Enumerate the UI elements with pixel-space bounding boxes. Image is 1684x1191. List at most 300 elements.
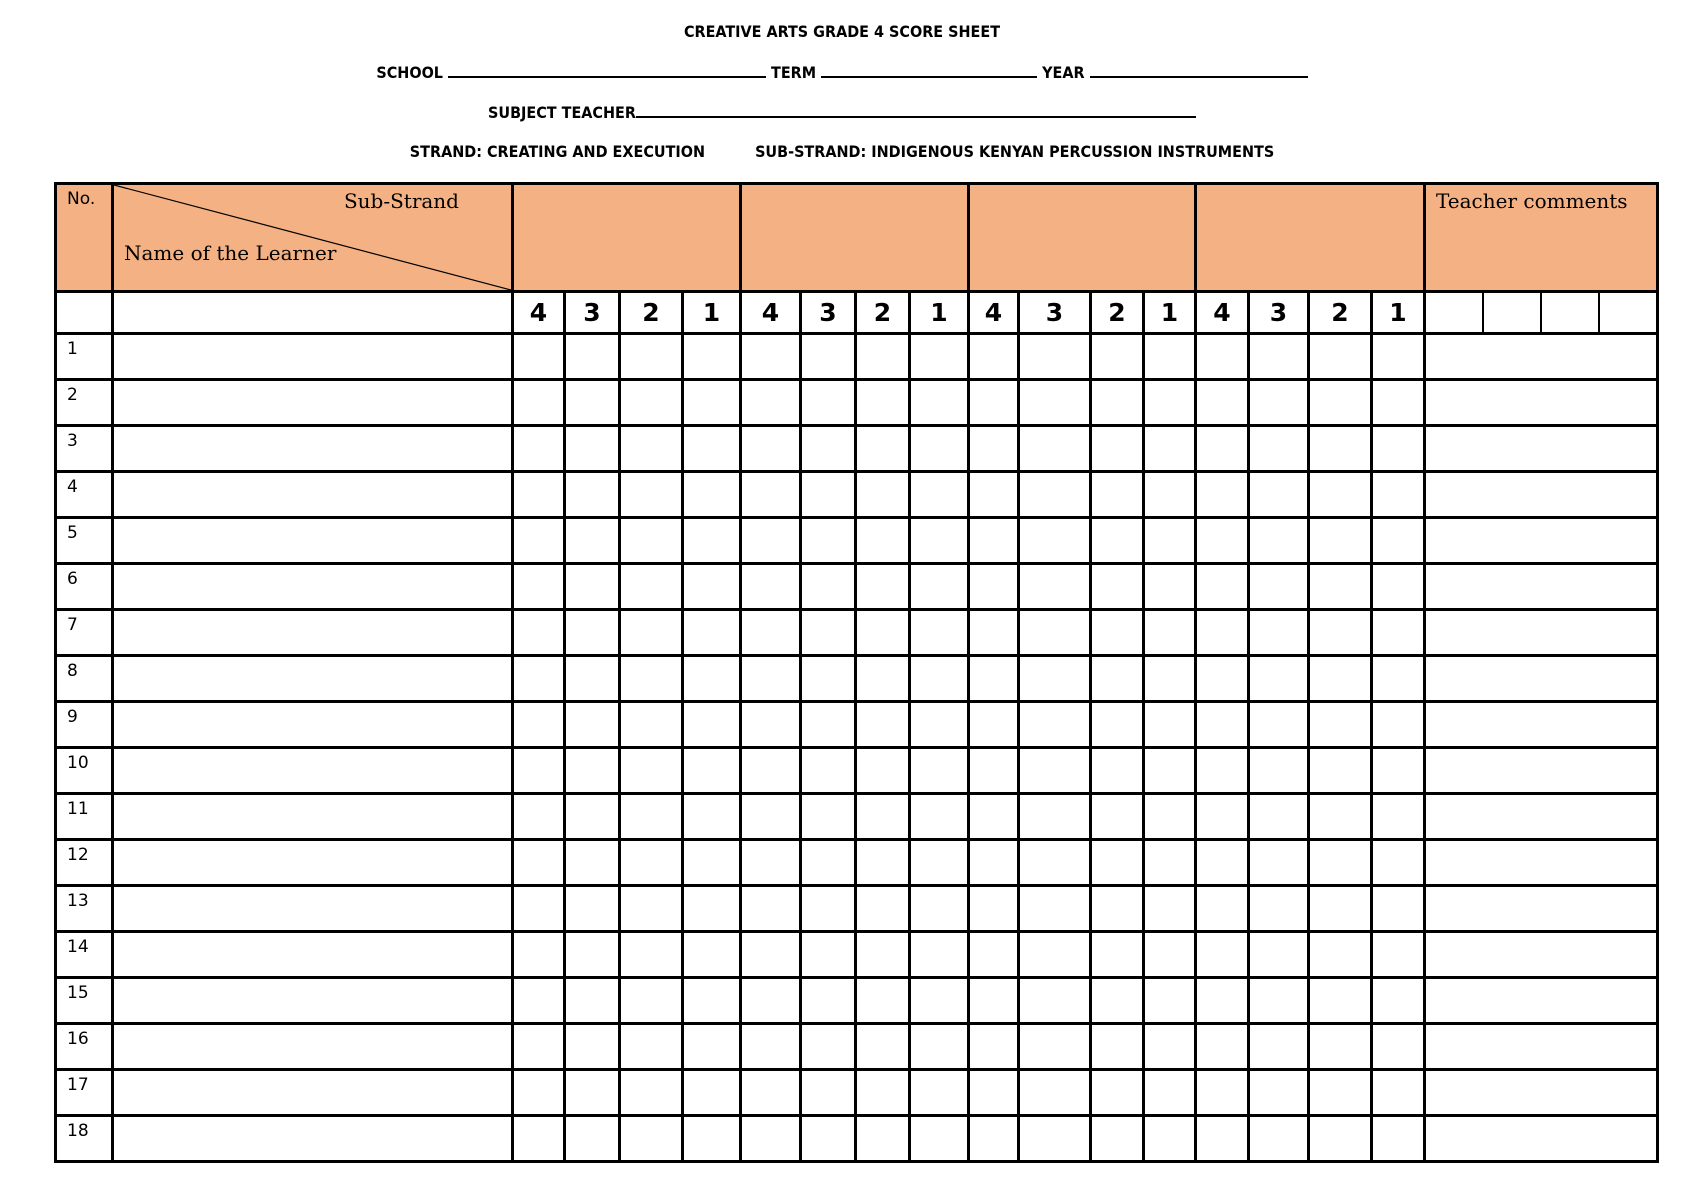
score-cell[interactable]	[801, 518, 856, 564]
score-cell[interactable]	[856, 518, 910, 564]
score-cell[interactable]	[683, 656, 741, 702]
score-cell[interactable]	[1019, 426, 1091, 472]
score-cell[interactable]	[565, 702, 620, 748]
score-cell[interactable]	[910, 978, 969, 1024]
score-cell[interactable]	[683, 748, 741, 794]
score-cell[interactable]	[1019, 472, 1091, 518]
score-cell[interactable]	[1372, 978, 1425, 1024]
score-cell[interactable]	[1144, 656, 1196, 702]
teacher-comment-cell[interactable]	[1425, 702, 1658, 748]
learner-name-cell[interactable]	[113, 518, 513, 564]
score-cell[interactable]	[1372, 932, 1425, 978]
score-cell[interactable]	[513, 1024, 565, 1070]
score-cell[interactable]	[513, 426, 565, 472]
score-cell[interactable]	[1019, 1070, 1091, 1116]
score-cell[interactable]	[801, 702, 856, 748]
learner-name-cell[interactable]	[113, 1116, 513, 1162]
score-cell[interactable]	[1091, 610, 1144, 656]
score-cell[interactable]	[969, 886, 1019, 932]
score-cell[interactable]	[1196, 702, 1249, 748]
score-cell[interactable]	[801, 426, 856, 472]
score-cell[interactable]	[1196, 380, 1249, 426]
score-cell[interactable]	[683, 334, 741, 380]
score-cell[interactable]	[1309, 518, 1372, 564]
score-cell[interactable]	[856, 702, 910, 748]
score-cell[interactable]	[565, 656, 620, 702]
school-field[interactable]	[448, 62, 766, 78]
score-cell[interactable]	[1196, 932, 1249, 978]
score-cell[interactable]	[741, 702, 801, 748]
learner-name-cell[interactable]	[113, 886, 513, 932]
score-cell[interactable]	[565, 886, 620, 932]
learner-name-cell[interactable]	[113, 334, 513, 380]
score-cell[interactable]	[910, 564, 969, 610]
score-cell[interactable]	[801, 564, 856, 610]
score-cell[interactable]	[1019, 1024, 1091, 1070]
score-cell[interactable]	[1372, 702, 1425, 748]
score-cell[interactable]	[565, 334, 620, 380]
score-cell[interactable]	[1196, 748, 1249, 794]
score-cell[interactable]	[1019, 656, 1091, 702]
score-cell[interactable]	[969, 656, 1019, 702]
score-cell[interactable]	[1309, 426, 1372, 472]
teacher-comment-cell[interactable]	[1425, 564, 1658, 610]
score-cell[interactable]	[1091, 334, 1144, 380]
teacher-comment-cell[interactable]	[1425, 518, 1658, 564]
score-cell[interactable]	[741, 564, 801, 610]
score-cell[interactable]	[620, 978, 683, 1024]
teacher-comment-cell[interactable]	[1425, 472, 1658, 518]
score-cell[interactable]	[856, 1070, 910, 1116]
score-cell[interactable]	[513, 840, 565, 886]
score-cell[interactable]	[565, 978, 620, 1024]
score-cell[interactable]	[513, 380, 565, 426]
score-cell[interactable]	[801, 380, 856, 426]
score-cell[interactable]	[1249, 472, 1309, 518]
score-cell[interactable]	[910, 334, 969, 380]
teacher-comment-cell[interactable]	[1425, 1116, 1658, 1162]
learner-name-cell[interactable]	[113, 610, 513, 656]
learner-name-cell[interactable]	[113, 1024, 513, 1070]
learner-name-cell[interactable]	[113, 472, 513, 518]
score-cell[interactable]	[1372, 610, 1425, 656]
score-cell[interactable]	[620, 1024, 683, 1070]
score-cell[interactable]	[1019, 748, 1091, 794]
score-cell[interactable]	[1091, 656, 1144, 702]
score-cell[interactable]	[1372, 886, 1425, 932]
score-cell[interactable]	[741, 1070, 801, 1116]
score-cell[interactable]	[1249, 1070, 1309, 1116]
score-cell[interactable]	[1372, 564, 1425, 610]
score-cell[interactable]	[513, 564, 565, 610]
score-cell[interactable]	[741, 334, 801, 380]
score-cell[interactable]	[620, 748, 683, 794]
score-cell[interactable]	[683, 978, 741, 1024]
score-cell[interactable]	[741, 472, 801, 518]
score-cell[interactable]	[565, 426, 620, 472]
score-cell[interactable]	[1144, 1070, 1196, 1116]
score-cell[interactable]	[856, 380, 910, 426]
score-cell[interactable]	[969, 334, 1019, 380]
score-cell[interactable]	[513, 932, 565, 978]
score-cell[interactable]	[1309, 1024, 1372, 1070]
score-cell[interactable]	[1372, 426, 1425, 472]
score-cell[interactable]	[801, 886, 856, 932]
score-cell[interactable]	[969, 380, 1019, 426]
score-cell[interactable]	[856, 932, 910, 978]
score-cell[interactable]	[1249, 1024, 1309, 1070]
score-cell[interactable]	[1019, 886, 1091, 932]
score-cell[interactable]	[1144, 840, 1196, 886]
score-cell[interactable]	[741, 794, 801, 840]
score-cell[interactable]	[620, 380, 683, 426]
score-cell[interactable]	[856, 1116, 910, 1162]
score-cell[interactable]	[1309, 978, 1372, 1024]
learner-name-cell[interactable]	[113, 840, 513, 886]
score-cell[interactable]	[1196, 518, 1249, 564]
score-cell[interactable]	[1019, 978, 1091, 1024]
score-cell[interactable]	[910, 656, 969, 702]
score-cell[interactable]	[513, 334, 565, 380]
score-cell[interactable]	[620, 472, 683, 518]
score-cell[interactable]	[683, 794, 741, 840]
score-cell[interactable]	[1091, 794, 1144, 840]
score-cell[interactable]	[513, 1116, 565, 1162]
score-cell[interactable]	[1196, 886, 1249, 932]
score-cell[interactable]	[801, 472, 856, 518]
score-cell[interactable]	[1309, 656, 1372, 702]
score-cell[interactable]	[1249, 748, 1309, 794]
score-cell[interactable]	[856, 748, 910, 794]
score-cell[interactable]	[1309, 380, 1372, 426]
teacher-comment-cell[interactable]	[1425, 886, 1658, 932]
teacher-comment-cell[interactable]	[1425, 656, 1658, 702]
score-cell[interactable]	[1091, 932, 1144, 978]
score-cell[interactable]	[910, 702, 969, 748]
teacher-comment-cell[interactable]	[1425, 748, 1658, 794]
score-cell[interactable]	[1091, 702, 1144, 748]
score-cell[interactable]	[856, 886, 910, 932]
score-cell[interactable]	[1144, 472, 1196, 518]
term-field[interactable]	[821, 62, 1037, 78]
learner-name-cell[interactable]	[113, 702, 513, 748]
score-cell[interactable]	[1019, 610, 1091, 656]
score-cell[interactable]	[565, 610, 620, 656]
score-cell[interactable]	[683, 380, 741, 426]
score-cell[interactable]	[565, 932, 620, 978]
score-cell[interactable]	[683, 610, 741, 656]
score-cell[interactable]	[969, 610, 1019, 656]
score-cell[interactable]	[1249, 794, 1309, 840]
score-cell[interactable]	[1144, 702, 1196, 748]
score-cell[interactable]	[1309, 748, 1372, 794]
score-cell[interactable]	[1144, 564, 1196, 610]
score-cell[interactable]	[1019, 1116, 1091, 1162]
score-cell[interactable]	[1249, 978, 1309, 1024]
year-field[interactable]	[1090, 62, 1308, 78]
score-cell[interactable]	[1196, 794, 1249, 840]
score-cell[interactable]	[969, 702, 1019, 748]
score-cell[interactable]	[565, 380, 620, 426]
score-cell[interactable]	[801, 1116, 856, 1162]
score-cell[interactable]	[565, 1116, 620, 1162]
score-cell[interactable]	[969, 1116, 1019, 1162]
score-cell[interactable]	[801, 334, 856, 380]
score-cell[interactable]	[741, 518, 801, 564]
score-cell[interactable]	[1372, 1116, 1425, 1162]
score-cell[interactable]	[856, 426, 910, 472]
score-cell[interactable]	[513, 978, 565, 1024]
score-cell[interactable]	[969, 426, 1019, 472]
learner-name-cell[interactable]	[113, 932, 513, 978]
score-cell[interactable]	[565, 840, 620, 886]
learner-name-cell[interactable]	[113, 426, 513, 472]
score-cell[interactable]	[741, 932, 801, 978]
score-cell[interactable]	[620, 564, 683, 610]
score-cell[interactable]	[1196, 472, 1249, 518]
teacher-comment-cell[interactable]	[1425, 610, 1658, 656]
score-cell[interactable]	[1144, 1116, 1196, 1162]
learner-name-cell[interactable]	[113, 748, 513, 794]
score-cell[interactable]	[620, 610, 683, 656]
score-cell[interactable]	[741, 886, 801, 932]
score-cell[interactable]	[683, 702, 741, 748]
score-cell[interactable]	[1309, 794, 1372, 840]
score-cell[interactable]	[1196, 656, 1249, 702]
teacher-comment-cell[interactable]	[1425, 334, 1658, 380]
score-cell[interactable]	[1144, 886, 1196, 932]
learner-name-cell[interactable]	[113, 564, 513, 610]
score-cell[interactable]	[1309, 932, 1372, 978]
score-cell[interactable]	[741, 978, 801, 1024]
subject-teacher-field[interactable]	[636, 102, 1196, 118]
score-cell[interactable]	[620, 334, 683, 380]
score-cell[interactable]	[1249, 656, 1309, 702]
score-cell[interactable]	[620, 932, 683, 978]
learner-name-cell[interactable]	[113, 794, 513, 840]
score-cell[interactable]	[1309, 1116, 1372, 1162]
score-cell[interactable]	[1372, 794, 1425, 840]
score-cell[interactable]	[1091, 380, 1144, 426]
score-cell[interactable]	[1309, 564, 1372, 610]
score-cell[interactable]	[1249, 702, 1309, 748]
score-cell[interactable]	[1144, 610, 1196, 656]
substrand-block-3[interactable]	[969, 184, 1196, 292]
score-cell[interactable]	[969, 932, 1019, 978]
score-cell[interactable]	[1249, 1116, 1309, 1162]
score-cell[interactable]	[1249, 334, 1309, 380]
score-cell[interactable]	[1196, 426, 1249, 472]
teacher-comment-cell[interactable]	[1425, 840, 1658, 886]
substrand-block-2[interactable]	[741, 184, 969, 292]
score-cell[interactable]	[1019, 840, 1091, 886]
score-cell[interactable]	[1091, 472, 1144, 518]
teacher-comment-cell[interactable]	[1425, 1024, 1658, 1070]
learner-name-cell[interactable]	[113, 380, 513, 426]
score-cell[interactable]	[1309, 610, 1372, 656]
score-cell[interactable]	[910, 840, 969, 886]
score-cell[interactable]	[1309, 702, 1372, 748]
score-cell[interactable]	[513, 794, 565, 840]
score-cell[interactable]	[1144, 518, 1196, 564]
score-cell[interactable]	[1144, 380, 1196, 426]
score-cell[interactable]	[856, 794, 910, 840]
score-cell[interactable]	[1019, 702, 1091, 748]
score-cell[interactable]	[565, 472, 620, 518]
score-cell[interactable]	[620, 886, 683, 932]
score-cell[interactable]	[1091, 1070, 1144, 1116]
score-cell[interactable]	[565, 1070, 620, 1116]
score-cell[interactable]	[513, 1070, 565, 1116]
score-cell[interactable]	[1249, 426, 1309, 472]
score-cell[interactable]	[910, 1024, 969, 1070]
score-cell[interactable]	[741, 1024, 801, 1070]
score-cell[interactable]	[856, 840, 910, 886]
score-cell[interactable]	[741, 748, 801, 794]
score-cell[interactable]	[1196, 564, 1249, 610]
score-cell[interactable]	[1249, 886, 1309, 932]
score-cell[interactable]	[620, 702, 683, 748]
score-cell[interactable]	[1249, 932, 1309, 978]
score-cell[interactable]	[683, 1024, 741, 1070]
learner-name-cell[interactable]	[113, 978, 513, 1024]
score-cell[interactable]	[1091, 886, 1144, 932]
score-cell[interactable]	[969, 978, 1019, 1024]
score-cell[interactable]	[741, 380, 801, 426]
learner-name-cell[interactable]	[113, 656, 513, 702]
score-cell[interactable]	[801, 748, 856, 794]
score-cell[interactable]	[1249, 518, 1309, 564]
score-cell[interactable]	[1144, 794, 1196, 840]
score-cell[interactable]	[910, 1116, 969, 1162]
score-cell[interactable]	[1196, 840, 1249, 886]
score-cell[interactable]	[1196, 1116, 1249, 1162]
score-cell[interactable]	[1196, 610, 1249, 656]
score-cell[interactable]	[1372, 380, 1425, 426]
score-cell[interactable]	[1144, 748, 1196, 794]
score-cell[interactable]	[969, 518, 1019, 564]
score-cell[interactable]	[683, 426, 741, 472]
score-cell[interactable]	[1372, 1070, 1425, 1116]
score-cell[interactable]	[1196, 978, 1249, 1024]
score-cell[interactable]	[1091, 1116, 1144, 1162]
score-cell[interactable]	[1196, 1070, 1249, 1116]
score-cell[interactable]	[620, 840, 683, 886]
score-cell[interactable]	[683, 518, 741, 564]
score-cell[interactable]	[513, 610, 565, 656]
score-cell[interactable]	[1091, 426, 1144, 472]
score-cell[interactable]	[741, 1116, 801, 1162]
score-cell[interactable]	[1309, 886, 1372, 932]
score-cell[interactable]	[620, 1070, 683, 1116]
score-cell[interactable]	[856, 564, 910, 610]
teacher-comment-cell[interactable]	[1425, 426, 1658, 472]
score-cell[interactable]	[683, 472, 741, 518]
score-cell[interactable]	[1372, 748, 1425, 794]
score-cell[interactable]	[1196, 1024, 1249, 1070]
learner-name-cell[interactable]	[113, 1070, 513, 1116]
score-cell[interactable]	[1091, 1024, 1144, 1070]
score-cell[interactable]	[513, 656, 565, 702]
score-cell[interactable]	[1309, 840, 1372, 886]
score-cell[interactable]	[856, 1024, 910, 1070]
score-cell[interactable]	[620, 656, 683, 702]
score-cell[interactable]	[1091, 840, 1144, 886]
score-cell[interactable]	[801, 932, 856, 978]
score-cell[interactable]	[910, 794, 969, 840]
score-cell[interactable]	[1372, 518, 1425, 564]
score-cell[interactable]	[1196, 334, 1249, 380]
score-cell[interactable]	[1091, 748, 1144, 794]
score-cell[interactable]	[683, 932, 741, 978]
score-cell[interactable]	[1309, 472, 1372, 518]
score-cell[interactable]	[1372, 472, 1425, 518]
score-cell[interactable]	[620, 426, 683, 472]
score-cell[interactable]	[856, 334, 910, 380]
score-cell[interactable]	[910, 380, 969, 426]
score-cell[interactable]	[1144, 978, 1196, 1024]
score-cell[interactable]	[683, 564, 741, 610]
score-cell[interactable]	[910, 748, 969, 794]
score-cell[interactable]	[1309, 1070, 1372, 1116]
score-cell[interactable]	[513, 518, 565, 564]
score-cell[interactable]	[1091, 978, 1144, 1024]
score-cell[interactable]	[1144, 932, 1196, 978]
score-cell[interactable]	[1372, 840, 1425, 886]
score-cell[interactable]	[513, 472, 565, 518]
score-cell[interactable]	[969, 564, 1019, 610]
score-cell[interactable]	[969, 1070, 1019, 1116]
score-cell[interactable]	[969, 472, 1019, 518]
score-cell[interactable]	[683, 886, 741, 932]
score-cell[interactable]	[969, 1024, 1019, 1070]
score-cell[interactable]	[1019, 380, 1091, 426]
score-cell[interactable]	[1019, 564, 1091, 610]
score-cell[interactable]	[620, 1116, 683, 1162]
substrand-block-4[interactable]	[1196, 184, 1425, 292]
score-cell[interactable]	[856, 978, 910, 1024]
score-cell[interactable]	[910, 1070, 969, 1116]
score-cell[interactable]	[801, 978, 856, 1024]
score-cell[interactable]	[1372, 334, 1425, 380]
score-cell[interactable]	[513, 748, 565, 794]
teacher-comment-cell[interactable]	[1425, 1070, 1658, 1116]
score-cell[interactable]	[683, 1070, 741, 1116]
score-cell[interactable]	[801, 1070, 856, 1116]
score-cell[interactable]	[910, 610, 969, 656]
score-cell[interactable]	[1249, 564, 1309, 610]
score-cell[interactable]	[683, 1116, 741, 1162]
score-cell[interactable]	[620, 518, 683, 564]
score-cell[interactable]	[741, 656, 801, 702]
score-cell[interactable]	[969, 840, 1019, 886]
score-cell[interactable]	[801, 794, 856, 840]
score-cell[interactable]	[1309, 334, 1372, 380]
score-cell[interactable]	[856, 610, 910, 656]
score-cell[interactable]	[1144, 1024, 1196, 1070]
score-cell[interactable]	[910, 472, 969, 518]
score-cell[interactable]	[741, 840, 801, 886]
score-cell[interactable]	[910, 426, 969, 472]
score-cell[interactable]	[1019, 518, 1091, 564]
score-cell[interactable]	[1091, 564, 1144, 610]
score-cell[interactable]	[910, 886, 969, 932]
score-cell[interactable]	[856, 472, 910, 518]
score-cell[interactable]	[565, 794, 620, 840]
score-cell[interactable]	[801, 610, 856, 656]
score-cell[interactable]	[1144, 334, 1196, 380]
score-cell[interactable]	[1019, 334, 1091, 380]
